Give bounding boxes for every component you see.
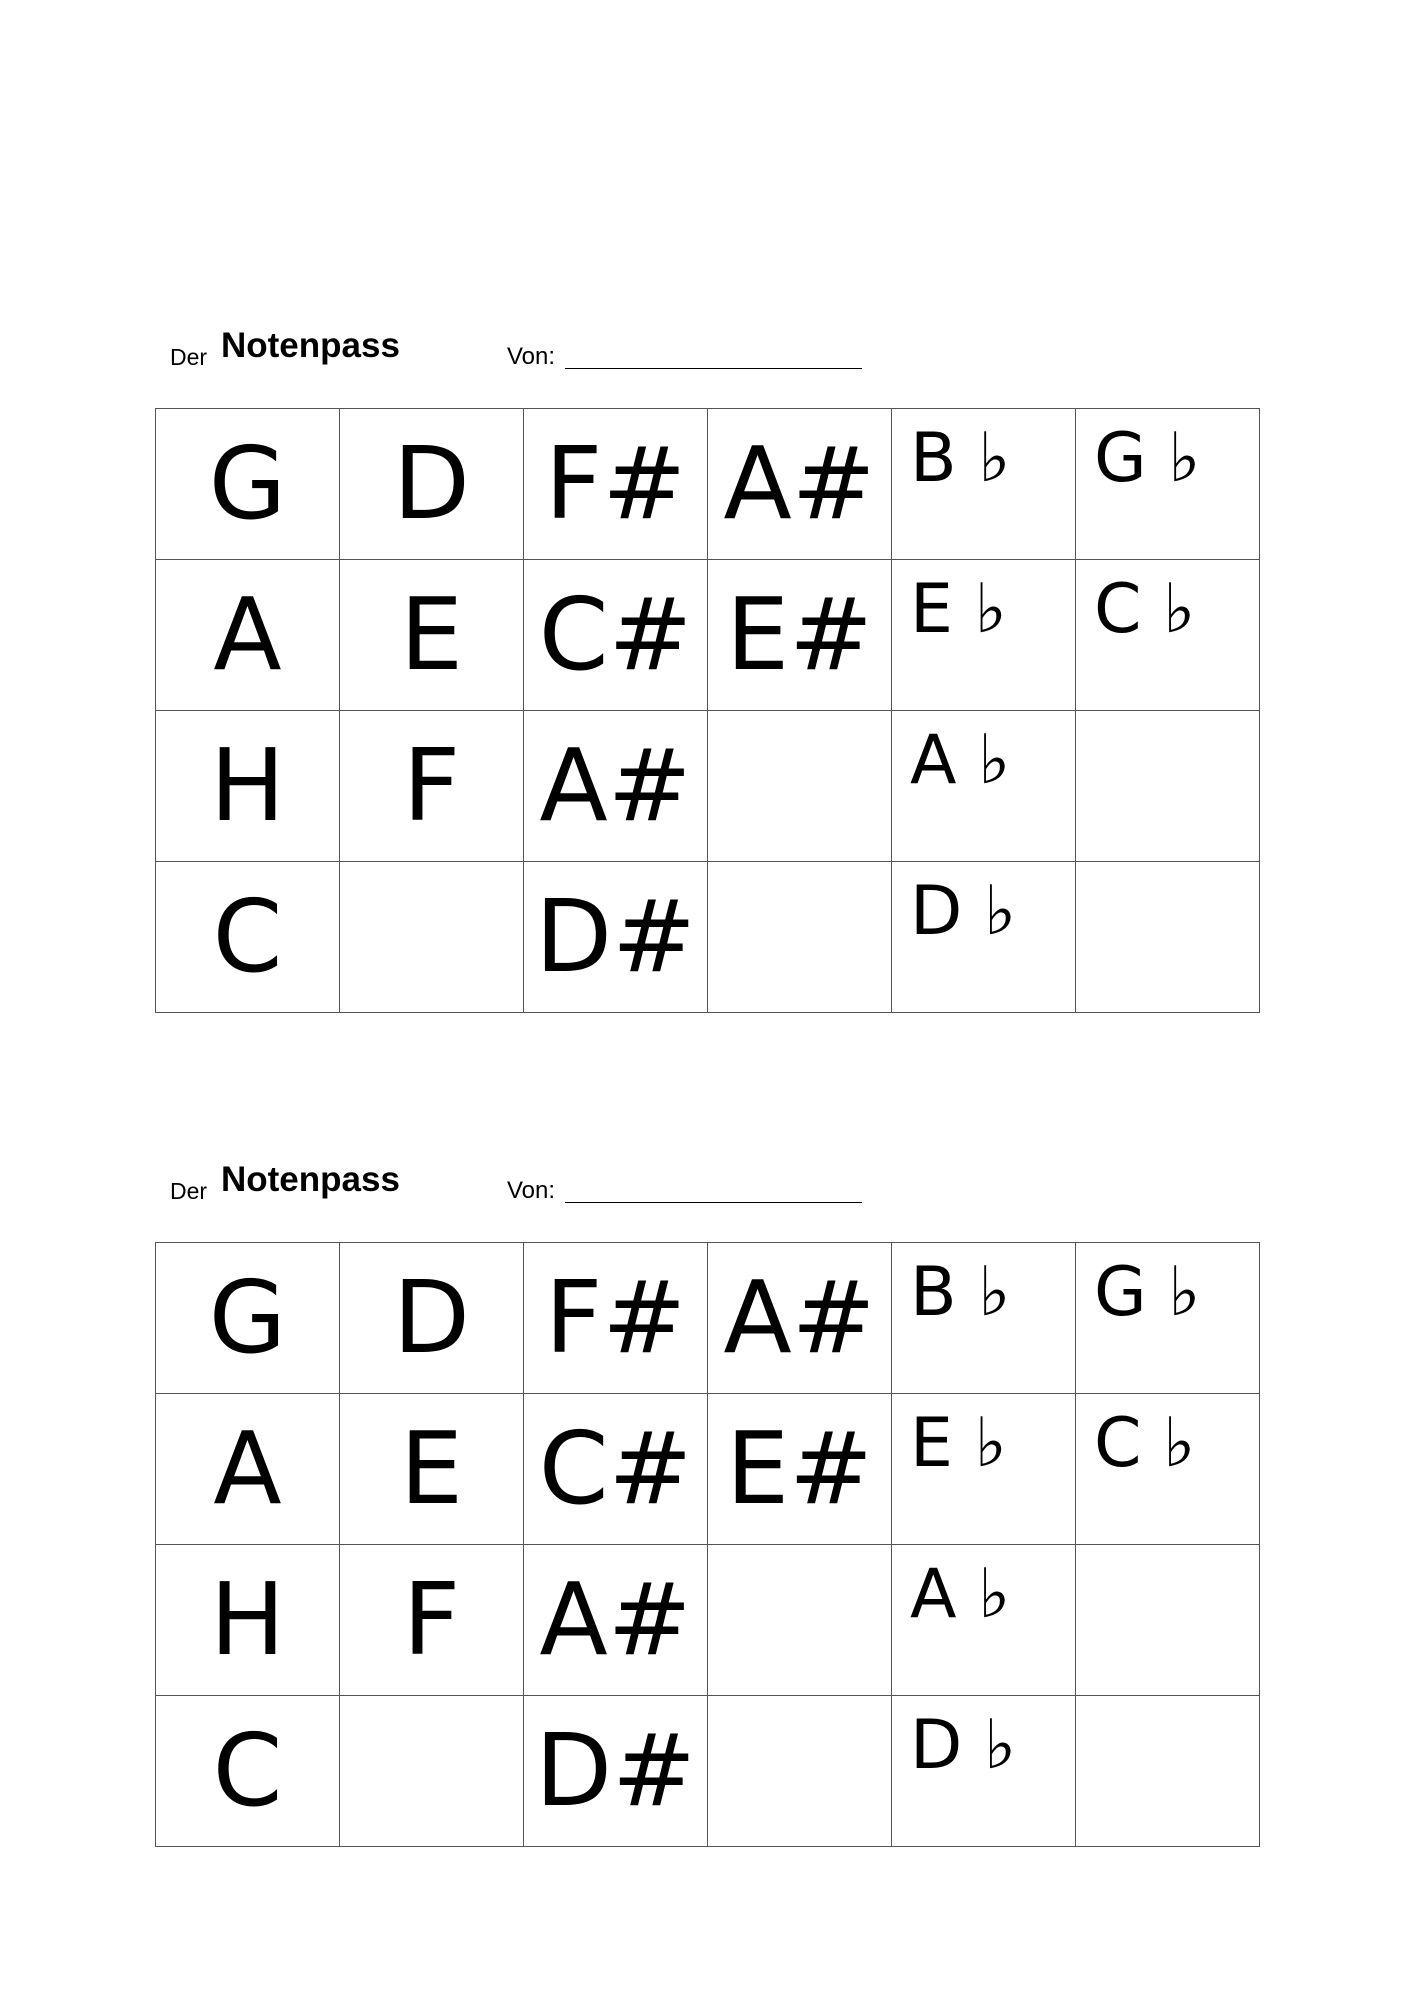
note-name: F: [402, 1561, 461, 1678]
note-name: D#: [535, 1712, 696, 1829]
grid-row: [156, 1545, 1260, 1696]
der-label: Der: [170, 1178, 208, 1204]
grid-cell: [1076, 1394, 1260, 1545]
von-label: Von:: [507, 343, 556, 370]
grid-cell: [708, 1545, 892, 1696]
grid-cell: [156, 862, 340, 1013]
note-name: C#: [538, 1410, 693, 1527]
note-name: F#: [544, 1259, 687, 1376]
grid-cell: [1076, 560, 1260, 711]
note-name: C: [212, 1712, 283, 1829]
grid-cell: [340, 862, 524, 1013]
grid-cell: [156, 1545, 340, 1696]
pass-header: [170, 1160, 890, 1210]
flat-note-name: D ♭: [910, 872, 1017, 951]
grid-cell: [524, 409, 708, 560]
flat-note-name: B ♭: [910, 1253, 1011, 1332]
pass-header: [170, 326, 890, 376]
grid-row: [156, 1394, 1260, 1545]
von-label: Von:: [507, 1177, 556, 1204]
grid-cell: [708, 409, 892, 560]
note-name: E#: [726, 576, 873, 693]
grid-cell: [1076, 711, 1260, 862]
grid-row: [156, 560, 1260, 711]
flat-note-name: B ♭: [910, 419, 1011, 498]
note-name: F#: [544, 425, 687, 542]
flat-note-name: E ♭: [910, 1404, 1007, 1483]
grid-cell: [892, 409, 1076, 560]
note-name: D: [392, 425, 470, 542]
pass-title: Notenpass: [221, 1160, 400, 1199]
grid-cell: [156, 1243, 340, 1394]
flat-note-name: E ♭: [910, 570, 1007, 649]
grid-cell: [708, 1243, 892, 1394]
grid-cell: [708, 560, 892, 711]
grid-cell: [340, 1696, 524, 1847]
grid-cell: [156, 1696, 340, 1847]
grid-cell: [524, 711, 708, 862]
grid-row: [156, 1243, 1260, 1394]
note-name: E: [399, 1410, 464, 1527]
flat-note-name: G ♭: [1094, 1253, 1201, 1332]
grid-cell: [1076, 1545, 1260, 1696]
flat-note-name: D ♭: [910, 1706, 1017, 1785]
flat-note-name: G ♭: [1094, 419, 1201, 498]
grid-cell: [892, 711, 1076, 862]
note-name: A#: [723, 1259, 876, 1376]
grid-cell: [892, 1696, 1076, 1847]
grid-cell: [892, 862, 1076, 1013]
grid-cell: [708, 1394, 892, 1545]
note-grid: [155, 408, 1260, 1013]
note-name: F: [402, 727, 461, 844]
note-name: C: [212, 878, 283, 995]
grid-cell: [1076, 1243, 1260, 1394]
flat-note-name: C ♭: [1094, 570, 1196, 649]
grid-cell: [892, 1394, 1076, 1545]
note-name: H: [209, 1561, 286, 1678]
grid-cell: [524, 862, 708, 1013]
grid-cell: [340, 711, 524, 862]
grid-cell: [156, 560, 340, 711]
note-name: G: [208, 1259, 287, 1376]
grid-row: [156, 409, 1260, 560]
grid-cell: [892, 1243, 1076, 1394]
note-name: E#: [726, 1410, 873, 1527]
der-label: Der: [170, 344, 208, 370]
flat-note-name: A ♭: [910, 721, 1011, 800]
pass-title: Notenpass: [221, 326, 400, 365]
grid-cell: [156, 711, 340, 862]
note-grid: [155, 1242, 1260, 1847]
note-name: D: [392, 1259, 470, 1376]
grid-cell: [156, 1394, 340, 1545]
grid-cell: [524, 1545, 708, 1696]
grid-cell: [524, 1394, 708, 1545]
grid-cell: [1076, 409, 1260, 560]
grid-row: [156, 1696, 1260, 1847]
note-name: A#: [539, 1561, 692, 1678]
note-name: C#: [538, 576, 693, 693]
grid-row: [156, 862, 1260, 1013]
grid-cell: [524, 1696, 708, 1847]
grid-cell: [708, 1696, 892, 1847]
note-name: E: [399, 576, 464, 693]
note-name: A#: [539, 727, 692, 844]
name-blank-line[interactable]: [565, 1202, 862, 1203]
name-blank-line[interactable]: [565, 368, 862, 369]
note-name: D#: [535, 878, 696, 995]
grid-cell: [892, 560, 1076, 711]
grid-cell: [892, 1545, 1076, 1696]
grid-cell: [340, 560, 524, 711]
grid-cell: [1076, 1696, 1260, 1847]
note-name: A: [213, 576, 282, 693]
note-name: G: [208, 425, 287, 542]
grid-cell: [156, 409, 340, 560]
grid-cell: [524, 560, 708, 711]
grid-cell: [340, 1394, 524, 1545]
grid-cell: [524, 1243, 708, 1394]
grid-cell: [708, 711, 892, 862]
note-name: H: [209, 727, 286, 844]
grid-cell: [340, 1545, 524, 1696]
flat-note-name: C ♭: [1094, 1404, 1196, 1483]
grid-cell: [708, 862, 892, 1013]
grid-cell: [340, 409, 524, 560]
flat-note-name: A ♭: [910, 1555, 1011, 1634]
note-name: A#: [723, 425, 876, 542]
grid-row: [156, 711, 1260, 862]
note-name: A: [213, 1410, 282, 1527]
grid-cell: [1076, 862, 1260, 1013]
grid-cell: [340, 1243, 524, 1394]
